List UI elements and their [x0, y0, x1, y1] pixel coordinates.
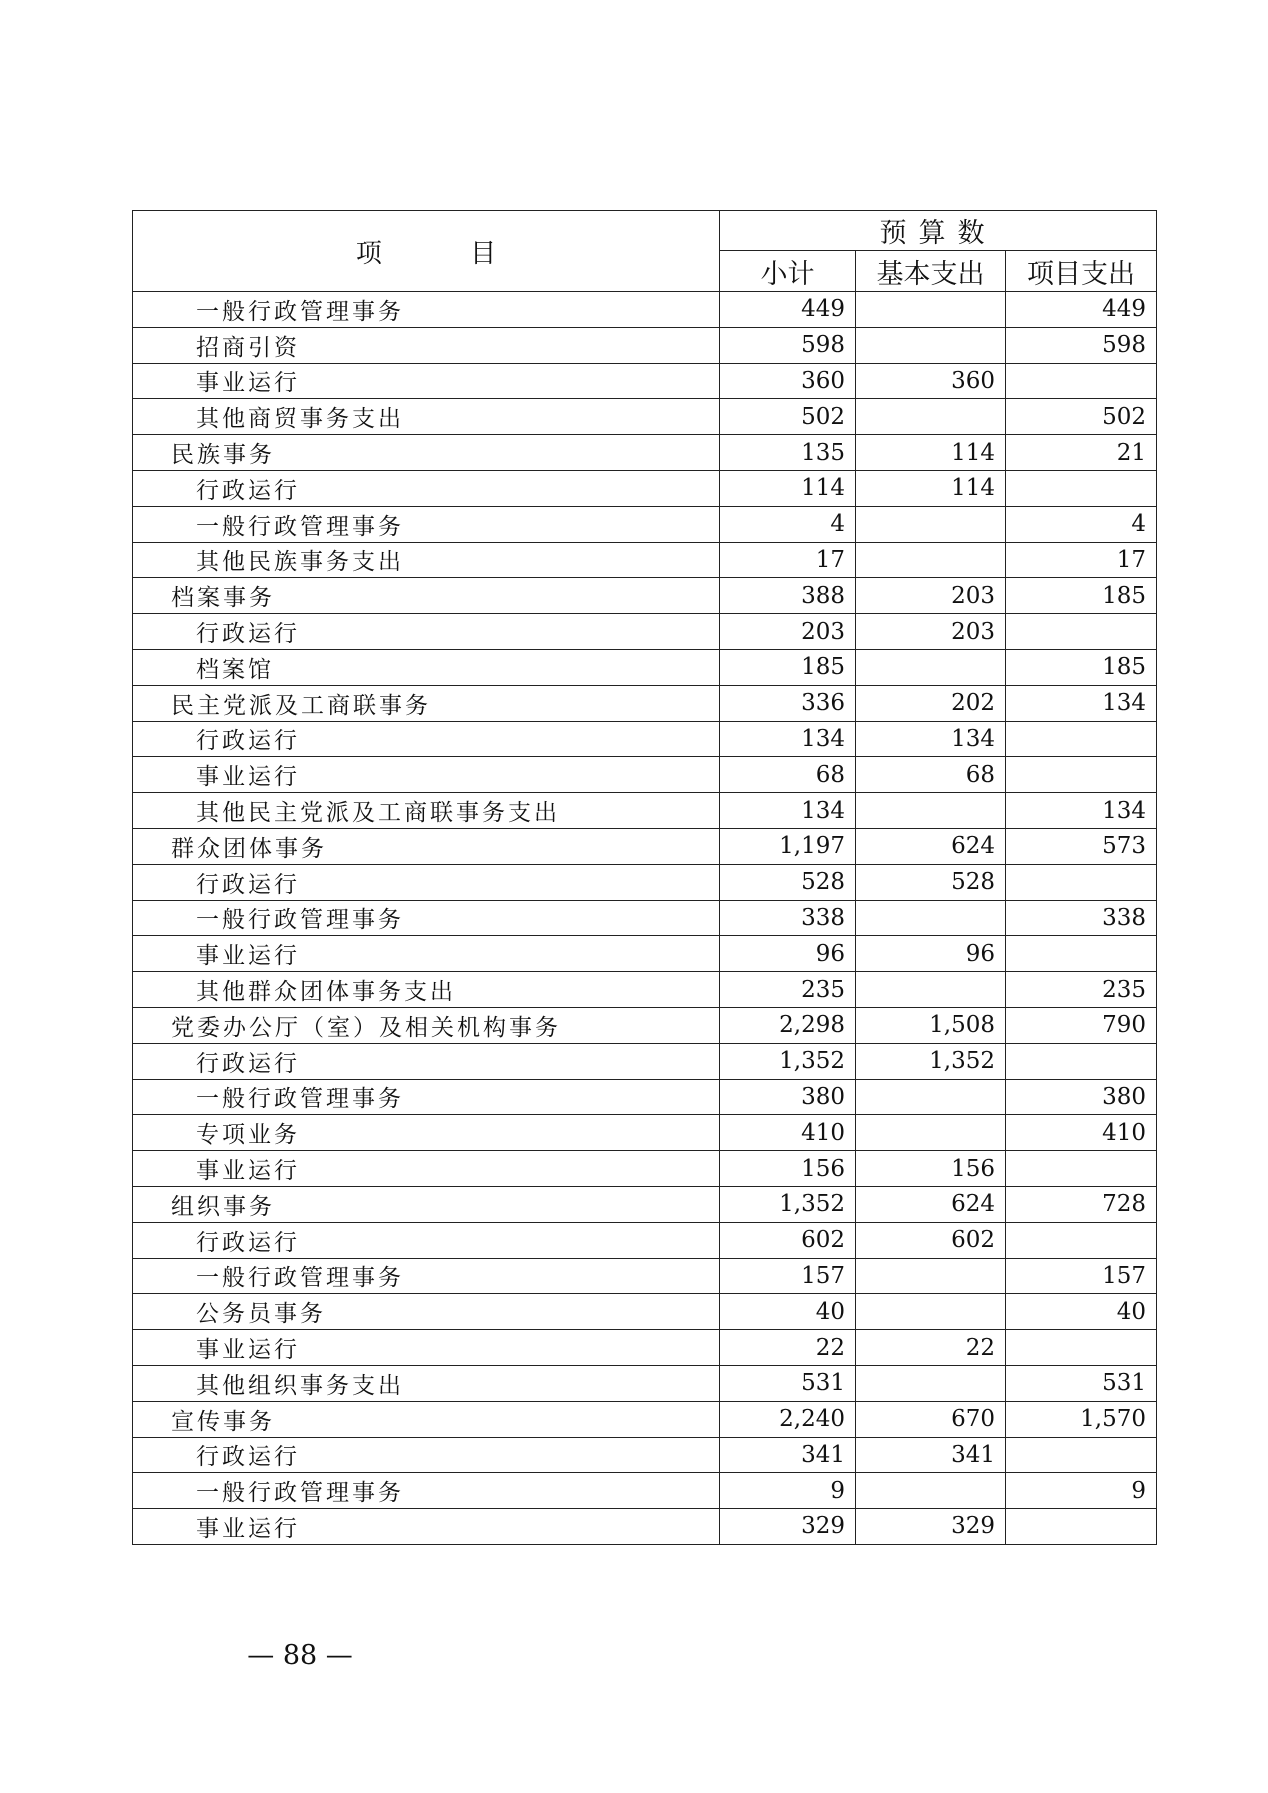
row-basic: [856, 542, 1006, 578]
row-project: [1006, 1330, 1157, 1366]
table-row: [133, 1294, 1157, 1330]
table-row: [133, 1007, 1157, 1043]
row-item-name: 专项业务: [133, 1115, 720, 1151]
row-basic: [856, 1365, 1006, 1401]
table-row: [133, 1258, 1157, 1294]
row-project: 185: [1006, 649, 1157, 685]
row-item-name: 一般行政管理事务: [133, 900, 720, 936]
page-number: — 88 —: [247, 1640, 353, 1671]
table-body: [133, 292, 1157, 1545]
row-subtotal: 68: [720, 757, 856, 793]
row-basic: 624: [856, 828, 1006, 864]
row-project: 4: [1006, 506, 1157, 542]
row-subtotal: 22: [720, 1330, 856, 1366]
row-subtotal: 2,298: [720, 1007, 856, 1043]
table-row: [133, 1115, 1157, 1151]
row-project: [1006, 363, 1157, 399]
row-subtotal: 602: [720, 1222, 856, 1258]
row-item-name: 档案事务: [133, 578, 720, 614]
row-item-name: 其他群众团体事务支出: [133, 972, 720, 1008]
table-row: [133, 1437, 1157, 1473]
row-item-name: 宣传事务: [133, 1401, 720, 1437]
row-item-name: 一般行政管理事务: [133, 1258, 720, 1294]
row-project: 134: [1006, 685, 1157, 721]
row-basic: [856, 793, 1006, 829]
row-subtotal: 1,352: [720, 1186, 856, 1222]
row-project: [1006, 936, 1157, 972]
row-project: 598: [1006, 327, 1157, 363]
row-item-name: 事业运行: [133, 936, 720, 972]
row-item-name: 民族事务: [133, 435, 720, 471]
row-basic: 1,508: [856, 1007, 1006, 1043]
row-basic: [856, 292, 1006, 328]
basic-column-header: 基本支出: [856, 251, 1006, 292]
row-basic: 134: [856, 721, 1006, 757]
table-row: [133, 864, 1157, 900]
table-row: [133, 578, 1157, 614]
table-row: [133, 721, 1157, 757]
row-project: 134: [1006, 793, 1157, 829]
table-row: [133, 542, 1157, 578]
table-row: [133, 435, 1157, 471]
row-item-name: 其他民主党派及工商联事务支出: [133, 793, 720, 829]
table-row: [133, 828, 1157, 864]
row-basic: 329: [856, 1509, 1006, 1545]
table-row: [133, 1151, 1157, 1187]
table-row: [133, 649, 1157, 685]
row-item-name: 党委办公厅（室）及相关机构事务: [133, 1007, 720, 1043]
row-project: [1006, 864, 1157, 900]
table-row: [133, 614, 1157, 650]
row-subtotal: 134: [720, 721, 856, 757]
row-subtotal: 341: [720, 1437, 856, 1473]
row-item-name: 组织事务: [133, 1186, 720, 1222]
row-project: 790: [1006, 1007, 1157, 1043]
row-basic: [856, 900, 1006, 936]
row-project: 9: [1006, 1473, 1157, 1509]
row-basic: 203: [856, 614, 1006, 650]
row-subtotal: 156: [720, 1151, 856, 1187]
row-project: [1006, 757, 1157, 793]
row-project: [1006, 721, 1157, 757]
row-basic: 1,352: [856, 1043, 1006, 1079]
table-row: [133, 936, 1157, 972]
table-row: [133, 470, 1157, 506]
row-item-name: 一般行政管理事务: [133, 1473, 720, 1509]
row-basic: [856, 1258, 1006, 1294]
row-basic: 624: [856, 1186, 1006, 1222]
row-project: [1006, 1222, 1157, 1258]
row-subtotal: 388: [720, 578, 856, 614]
row-project: [1006, 614, 1157, 650]
row-basic: 341: [856, 1437, 1006, 1473]
row-item-name: 事业运行: [133, 757, 720, 793]
row-item-name: 行政运行: [133, 1043, 720, 1079]
row-basic: 114: [856, 435, 1006, 471]
row-item-name: 档案馆: [133, 649, 720, 685]
row-subtotal: 9: [720, 1473, 856, 1509]
row-subtotal: 17: [720, 542, 856, 578]
row-basic: [856, 327, 1006, 363]
row-project: [1006, 1043, 1157, 1079]
row-project: 157: [1006, 1258, 1157, 1294]
row-subtotal: 449: [720, 292, 856, 328]
table-row: [133, 1401, 1157, 1437]
row-subtotal: 134: [720, 793, 856, 829]
row-subtotal: 203: [720, 614, 856, 650]
row-basic: 203: [856, 578, 1006, 614]
row-item-name: 行政运行: [133, 1437, 720, 1473]
table-row: [133, 1365, 1157, 1401]
row-subtotal: 531: [720, 1365, 856, 1401]
row-item-name: 事业运行: [133, 1330, 720, 1366]
row-subtotal: 157: [720, 1258, 856, 1294]
row-subtotal: 338: [720, 900, 856, 936]
table-row: [133, 1079, 1157, 1115]
row-subtotal: 336: [720, 685, 856, 721]
table-row: [133, 1473, 1157, 1509]
table-row: [133, 292, 1157, 328]
subtotal-column-header: 小计: [720, 251, 856, 292]
row-project: [1006, 1437, 1157, 1473]
row-basic: 602: [856, 1222, 1006, 1258]
row-basic: 68: [856, 757, 1006, 793]
row-subtotal: 598: [720, 327, 856, 363]
row-basic: 202: [856, 685, 1006, 721]
row-basic: [856, 506, 1006, 542]
table-row: [133, 757, 1157, 793]
row-basic: 670: [856, 1401, 1006, 1437]
row-project: 531: [1006, 1365, 1157, 1401]
row-project: 380: [1006, 1079, 1157, 1115]
table-row: [133, 685, 1157, 721]
row-item-name: 行政运行: [133, 614, 720, 650]
row-item-name: 其他民族事务支出: [133, 542, 720, 578]
row-item-name: 民主党派及工商联事务: [133, 685, 720, 721]
row-project: 185: [1006, 578, 1157, 614]
row-project: 449: [1006, 292, 1157, 328]
row-project: [1006, 1151, 1157, 1187]
table-row: [133, 900, 1157, 936]
row-basic: [856, 399, 1006, 435]
item-column-header: 项 目: [133, 211, 720, 292]
row-subtotal: 96: [720, 936, 856, 972]
row-item-name: 事业运行: [133, 1509, 720, 1545]
row-project: 338: [1006, 900, 1157, 936]
row-subtotal: 1,197: [720, 828, 856, 864]
row-project: 573: [1006, 828, 1157, 864]
row-item-name: 行政运行: [133, 1222, 720, 1258]
row-project: 728: [1006, 1186, 1157, 1222]
row-item-name: 行政运行: [133, 721, 720, 757]
row-item-name: 招商引资: [133, 327, 720, 363]
row-item-name: 行政运行: [133, 864, 720, 900]
row-item-name: 一般行政管理事务: [133, 292, 720, 328]
row-project: [1006, 470, 1157, 506]
row-subtotal: 502: [720, 399, 856, 435]
table-row: [133, 1509, 1157, 1545]
row-basic: [856, 649, 1006, 685]
row-subtotal: 114: [720, 470, 856, 506]
row-subtotal: 2,240: [720, 1401, 856, 1437]
row-subtotal: 360: [720, 363, 856, 399]
table-row: [133, 399, 1157, 435]
row-project: 502: [1006, 399, 1157, 435]
row-subtotal: 1,352: [720, 1043, 856, 1079]
row-item-name: 事业运行: [133, 1151, 720, 1187]
row-item-name: 群众团体事务: [133, 828, 720, 864]
row-project: [1006, 1509, 1157, 1545]
table-row: [133, 793, 1157, 829]
table-row: [133, 1330, 1157, 1366]
row-subtotal: 40: [720, 1294, 856, 1330]
row-subtotal: 329: [720, 1509, 856, 1545]
row-item-name: 其他组织事务支出: [133, 1365, 720, 1401]
row-item-name: 一般行政管理事务: [133, 1079, 720, 1115]
row-item-name: 事业运行: [133, 363, 720, 399]
row-project: 235: [1006, 972, 1157, 1008]
row-subtotal: 135: [720, 435, 856, 471]
project-column-header: 项目支出: [1006, 251, 1157, 292]
budget-table: [132, 210, 1157, 1545]
row-basic: 96: [856, 936, 1006, 972]
row-item-name: 行政运行: [133, 470, 720, 506]
row-project: 40: [1006, 1294, 1157, 1330]
row-basic: 114: [856, 470, 1006, 506]
row-subtotal: 528: [720, 864, 856, 900]
row-project: 410: [1006, 1115, 1157, 1151]
row-basic: 528: [856, 864, 1006, 900]
row-basic: 22: [856, 1330, 1006, 1366]
row-basic: [856, 1079, 1006, 1115]
table-row: [133, 506, 1157, 542]
table-row: [133, 1222, 1157, 1258]
row-subtotal: 185: [720, 649, 856, 685]
table-row: [133, 972, 1157, 1008]
table-row: [133, 1043, 1157, 1079]
row-basic: [856, 1294, 1006, 1330]
budget-group-header: 预算数: [720, 211, 1157, 251]
row-basic: 360: [856, 363, 1006, 399]
table-row: [133, 363, 1157, 399]
table-row: [133, 327, 1157, 363]
row-subtotal: 410: [720, 1115, 856, 1151]
row-project: 21: [1006, 435, 1157, 471]
row-project: 17: [1006, 542, 1157, 578]
row-basic: [856, 972, 1006, 1008]
row-basic: [856, 1115, 1006, 1151]
row-basic: 156: [856, 1151, 1006, 1187]
row-item-name: 一般行政管理事务: [133, 506, 720, 542]
row-project: 1,570: [1006, 1401, 1157, 1437]
row-subtotal: 380: [720, 1079, 856, 1115]
row-subtotal: 235: [720, 972, 856, 1008]
row-subtotal: 4: [720, 506, 856, 542]
row-item-name: 其他商贸事务支出: [133, 399, 720, 435]
table-row: [133, 1186, 1157, 1222]
row-basic: [856, 1473, 1006, 1509]
row-item-name: 公务员事务: [133, 1294, 720, 1330]
table-header: [133, 211, 1157, 292]
